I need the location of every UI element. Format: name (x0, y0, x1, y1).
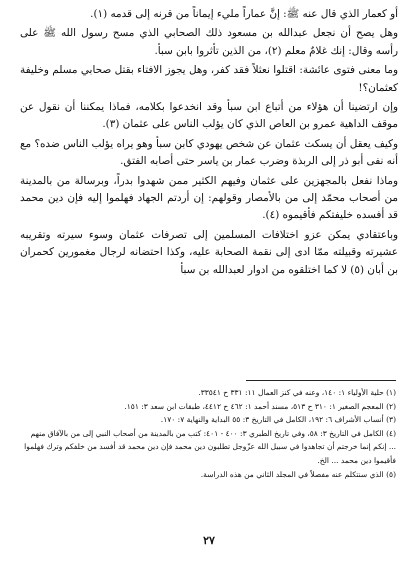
main-text (20, 6, 398, 281)
footnote-separator (246, 380, 396, 381)
footnote-1: (١) حلية الأولياء ١: ١٤٠، وعنه في كنز العمال ١١: ٣٣١ ح ٣٣٥٤١. (198, 388, 396, 397)
paragraph-7: وباعتقادي يمكن عزو اختلافات المسلمين إلى تصرفات عثمان وسوء سيرته وتقريبه عشيرته وقبيلته ممّا ادى إلى نقمة الصحابة عليه، وكذا احتضانه لرجال مغمورين كحمران بن أبان (٥) لا كما اختلقوه من ادوار لعبدالله بن سبأ (20, 228, 398, 276)
paragraph-2: وهل يصح أن نجعل عبدالله بن مسعود ذلك الصحابي الذي مسح رسول الله ﷺ على رأسه وقال: إنك غلامٌ معلم (٢)، من الذين تأثروا بابن سبأ. (20, 27, 398, 57)
paragraph-5: وكيف يعقل أن يسكت عثمان عن شخص يهودي كابن سبأ وهو يراه يؤلب الناس ضده؟ مع أنه نفى أبو ذر إلى الربذة وضرب عمار بن ياسر حتى أصابه الفتق. (20, 137, 398, 168)
footnotes (22, 386, 396, 481)
footnote-2: (٢) المعجم الصغير ١: ٣١٠ ح ٥١٣، مسند أحمد ١: ٤٦٢ ح ٤٤١٢، طبقات ابن سعد ٣: ١٥١. (124, 401, 396, 411)
page-number: ٢٧ (203, 534, 215, 547)
footnote-5: (٥) الذي سنتكلم عنه مفصلاً في المجلد الثاني من هذه الدراسة. (200, 469, 396, 479)
paragraph-1: أو كعمار الذي قال عنه ﷺ: إنَّ عماراً مليء إيماناً من قرنه إلى قدمه (١). (90, 8, 398, 20)
paragraph-4: وإن ارتضينا أن هؤلاء من أتباع ابن سبأ وقد انخدعوا بكلامه، فماذا يمكننا أن نقول عن موقف الداهية عمرو بن العاص الذي كان يؤلب الناس على عثمان (٣). (20, 101, 398, 131)
footnote-4: (٤) الكامل في التاريخ ٣: ٥٨، وفي تاريخ الطبري ٣: ٤٠٠ - ٤٠١: كتب من بالمدينة من أصحاب النبي إلى من بالآفاق منهم ... إنكم إنما خرجتم أن تجاهدوا في سبيل الله عزّوجل تطلبون دين محمد فإن دين محمد قد أفسد من خلفكم وترك فهلموا فأقيموا دين محمد ... الخ. (24, 428, 396, 465)
paragraph-3: وما معنى فتوى عائشة: اقتلوا نعثلاً فقد كفر، وهل يجوز الافتاء بقتل صحابي مسلم وخليفة كعثمان؟! (20, 64, 398, 94)
paragraph-6: وماذا نفعل بالمجهزين على عثمان وفيهم الكثير ممن شهدوا بدراً، وبرسالة من بالمدينة من أصحاب محمّد إلى من بالأمصار وقولهم: إن أردتم الجهاد فهلموا إليه فإن دين محمد قد أفسده خليفتكم فأقيموه (٤). (20, 174, 398, 222)
footnote-3: (٣) أنساب الأشراف ٦: ١٩٢، الكامل في التاريخ ٣: ٥٥ البداية والنهاية ٧: ١٧٠. (160, 415, 396, 425)
